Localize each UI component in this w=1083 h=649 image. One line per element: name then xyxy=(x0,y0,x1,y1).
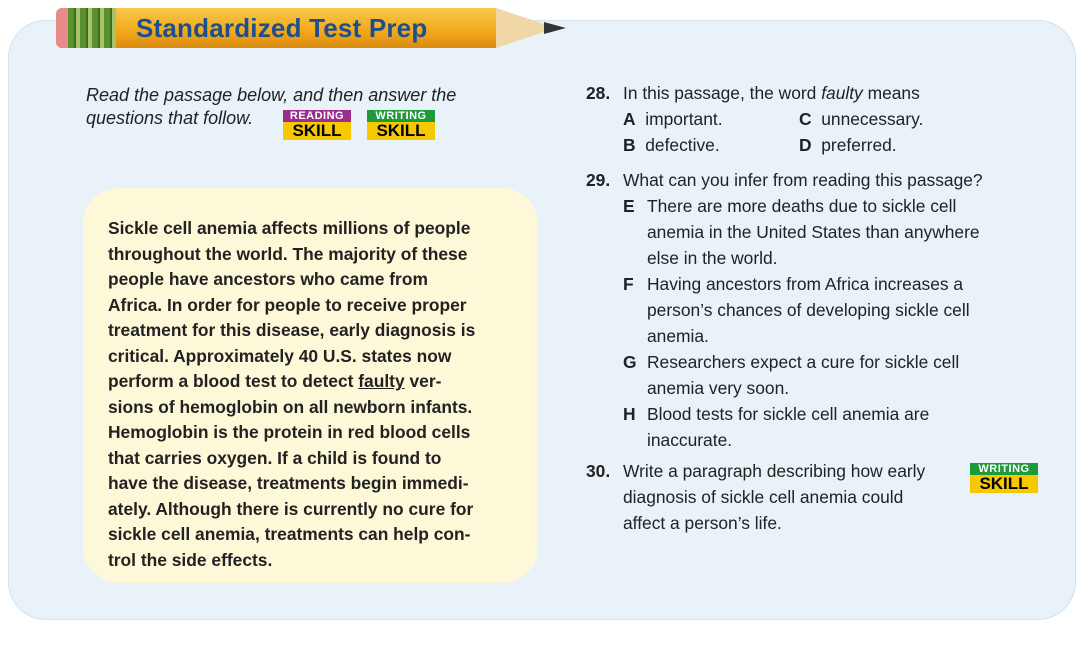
pencil-banner xyxy=(56,8,576,48)
question-30 xyxy=(586,459,966,539)
option-d[interactable] xyxy=(799,133,897,159)
option-letter: D xyxy=(799,135,812,155)
pencil-lead-icon xyxy=(544,22,566,34)
page-title: Standardized Test Prep xyxy=(136,13,428,43)
passage-line: trol the side effects. xyxy=(108,549,273,570)
reading-skill-badge xyxy=(283,110,351,140)
writing-badge-bottom: SKILL xyxy=(970,475,1038,493)
option-letter: F xyxy=(623,274,634,294)
option-letter: G xyxy=(623,352,637,372)
writing-skill-badge-q30 xyxy=(970,463,1038,493)
option-text: anemia very soon. xyxy=(647,378,790,398)
question-29 xyxy=(586,168,1066,458)
option-text: important. xyxy=(645,109,723,129)
question-number: 28. xyxy=(586,83,611,103)
passage-line: people have ancestors who came from xyxy=(108,269,428,289)
writing-badge-top: WRITING xyxy=(970,463,1038,475)
question-text: diagnosis of sickle cell anemia could xyxy=(623,487,904,507)
question-28 xyxy=(586,81,1046,161)
pencil-eraser xyxy=(56,8,68,48)
passage-line: have the disease, treatments begin immedi- xyxy=(108,473,469,493)
passage-line-start: perform a blood test to detect xyxy=(108,371,359,391)
pencil-ferrule xyxy=(68,8,116,48)
passage-line: critical. Approximately 40 U.S. states now xyxy=(108,345,452,366)
writing-skill-badge xyxy=(367,110,435,140)
reading-badge-bottom: SKILL xyxy=(283,122,351,140)
option-text: There are more deaths due to sickle cell xyxy=(647,196,957,216)
passage-line xyxy=(108,369,513,395)
passage-line: sions of hemoglobin on all newborn infants. xyxy=(108,396,473,417)
option-letter: H xyxy=(623,404,636,424)
stem-italic-word: faulty xyxy=(821,83,863,103)
question-stem: What can you infer from reading this passage? xyxy=(623,170,983,190)
option-letter: E xyxy=(623,196,635,216)
option-text: else in the world. xyxy=(647,248,778,268)
option-a[interactable] xyxy=(623,107,723,133)
instructions-line-2: questions that follow. xyxy=(86,108,254,128)
option-text: anemia. xyxy=(647,326,709,346)
passage-line: Africa. In order for people to receive proper xyxy=(108,294,467,315)
stem-text: In this passage, the word xyxy=(623,83,822,103)
passage-line: treatment for this disease, early diagnosis is xyxy=(108,320,476,340)
option-letter: C xyxy=(799,109,812,129)
question-text: affect a person’s life. xyxy=(623,513,782,533)
passage-line: ately. Although there is currently no cure for xyxy=(108,498,474,519)
passage-line: that carries oxygen. If a child is found to xyxy=(108,447,442,468)
stem-text-end: means xyxy=(862,83,920,103)
passage-line-end: ver- xyxy=(404,371,442,391)
option-c[interactable] xyxy=(799,107,923,133)
option-text: Blood tests for sickle cell anemia are xyxy=(647,404,930,424)
passage-text xyxy=(108,216,513,573)
question-text: Write a paragraph describing how early xyxy=(623,461,926,481)
option-text: person’s chances of developing sickle cell xyxy=(647,300,970,320)
instructions-line-1: Read the passage below, and then answer the xyxy=(86,85,457,105)
passage-line: throughout the world. The majority of these xyxy=(108,243,468,264)
option-text: preferred. xyxy=(821,135,897,155)
passage-line: Hemoglobin is the protein in red blood cells xyxy=(108,422,471,442)
option-text: inaccurate. xyxy=(647,430,733,450)
option-text: Having ancestors from Africa increases a xyxy=(647,274,964,294)
writing-badge-bottom: SKILL xyxy=(367,122,435,140)
option-text: unnecessary. xyxy=(821,109,924,129)
question-number: 30. xyxy=(586,461,611,481)
option-text: defective. xyxy=(645,135,720,155)
passage-line: Sickle cell anemia affects millions of people xyxy=(108,218,471,238)
option-text: anemia in the United States than anywhere xyxy=(647,222,980,242)
reading-badge-top: READING xyxy=(283,110,351,122)
option-text: Researchers expect a cure for sickle cell xyxy=(647,352,960,372)
question-number: 29. xyxy=(586,170,611,190)
reading-passage xyxy=(83,188,538,583)
option-b[interactable] xyxy=(623,133,720,159)
option-letter: A xyxy=(623,109,636,129)
option-letter: B xyxy=(623,135,636,155)
writing-badge-top: WRITING xyxy=(367,110,435,122)
passage-line: sickle cell anemia, treatments can help con- xyxy=(108,524,471,544)
underlined-word: faulty xyxy=(358,371,405,391)
question-stem xyxy=(623,81,920,107)
